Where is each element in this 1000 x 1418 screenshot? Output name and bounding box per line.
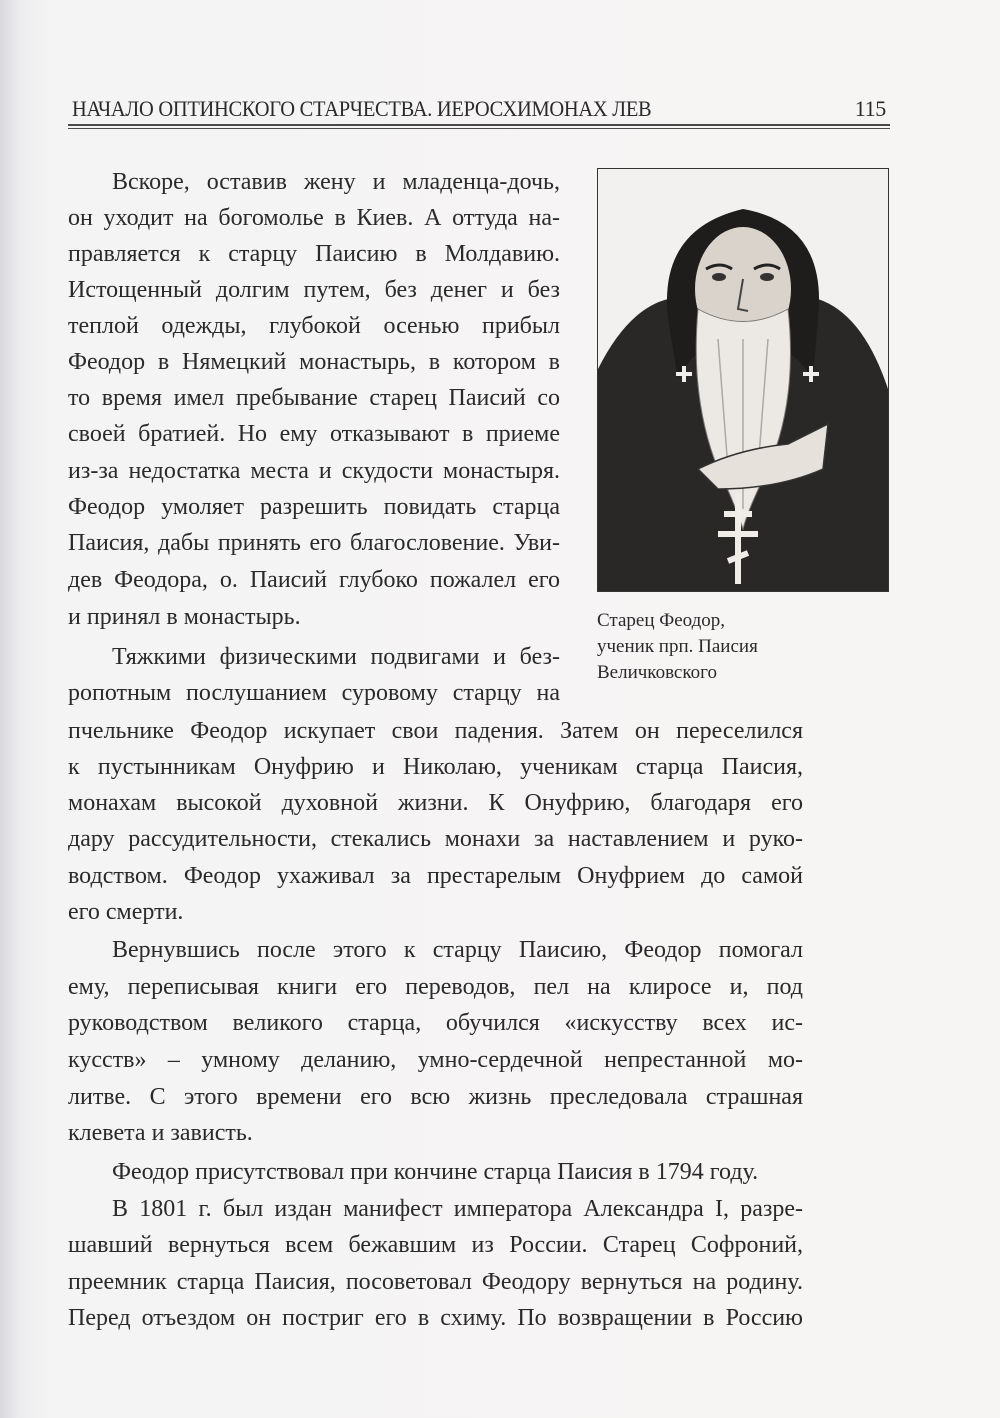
text-line: руководством великого старца, обучился «искусству всех ис- <box>68 1010 803 1036</box>
text-line: преемник старца Паисия, посоветовал Феодору вернуться на родину. <box>68 1269 803 1295</box>
running-header-title: НАЧАЛО ОПТИНСКОГО СТАРЧЕСТВА. ИЕРОСХИМОНАХ ЛЕВ <box>72 96 652 121</box>
text-line: клевета и зависть. <box>68 1120 253 1146</box>
figure-caption <box>597 608 758 686</box>
caption-line: Величковского <box>597 662 717 683</box>
text-line: то время имел пребывание старец Паисий со <box>68 385 560 411</box>
portrait-elder-feodor <box>598 169 888 591</box>
header-rule-thin <box>68 128 890 129</box>
text-line: пчельнике Феодор искупает свои падения. Затем он переселился <box>68 718 803 744</box>
text-line: из-за недостатка места и скудости монастыря. <box>68 458 560 484</box>
text-line: водством. Феодор ухаживал за престарелым Онуфрием до самой <box>68 863 803 889</box>
text-line: ему, переписывая книги его переводов, пел на клиросе и, под <box>68 974 803 1000</box>
text-line: Феодор присутствовал при кончине старца Паисия в 1794 году. <box>112 1159 759 1185</box>
text-line: к пустынникам Онуфрию и Николаю, ученикам старца Паисия, <box>68 754 803 780</box>
text-line: Феодор умоляет разрешить повидать старца <box>68 494 560 520</box>
text-line: Вскоре, оставив жену и младенца-дочь, <box>112 169 560 195</box>
text-line: Тяжкими физическими подвигами и без- <box>112 644 560 670</box>
text-line: своей братией. Но ему отказывают в приеме <box>68 421 560 447</box>
text-line: литве. С этого времени его всю жизнь преследовала страшная <box>68 1084 803 1110</box>
text-line: Перед отъездом он постриг его в схиму. По возвращении в Россию <box>68 1305 803 1331</box>
text-line: Феодор в Нямецкий монастырь, в котором в <box>68 349 560 375</box>
text-line: ропотным послушанием суровому старцу на <box>68 680 560 706</box>
caption-line: Старец Феодор, <box>597 610 726 631</box>
running-header <box>68 96 890 122</box>
text-line: Паисия, дабы принять его благословение. Уви- <box>68 530 560 556</box>
text-line: монахам высокой духовной жизни. К Онуфрию, благодаря его <box>68 790 803 816</box>
text-line: дев Феодора, о. Паисий глубоко пожалел его <box>68 567 560 593</box>
text-line: В 1801 г. был издан манифест императора Александра I, разре- <box>112 1196 803 1222</box>
text-line: и принял в монастырь. <box>68 604 301 630</box>
text-line: правляется к старцу Паисию в Молдавию. <box>68 241 560 267</box>
text-line: Вернувшись после этого к старцу Паисию, Феодор помогал <box>112 937 803 963</box>
text-line: шавший вернуться всем бежавшим из России. Старец Софроний, <box>68 1232 803 1258</box>
header-rule <box>68 124 890 126</box>
text-line: он уходит на богомолье в Киев. А оттуда на- <box>68 205 560 231</box>
text-line: теплой одежды, глубокой осенью прибыл <box>68 313 560 339</box>
portrait-image <box>597 168 889 592</box>
text-line: его смерти. <box>68 899 184 925</box>
caption-line: ученик прп. Паисия <box>597 636 758 657</box>
text-line: кусств» – умному деланию, умно-сердечной непрестанной мо- <box>68 1047 803 1073</box>
text-line: дару рассудительности, стекались монахи за наставлением и руко- <box>68 826 803 852</box>
page-number: 115 <box>854 96 886 121</box>
text-line: Истощенный долгим путем, без денег и без <box>68 277 560 303</box>
